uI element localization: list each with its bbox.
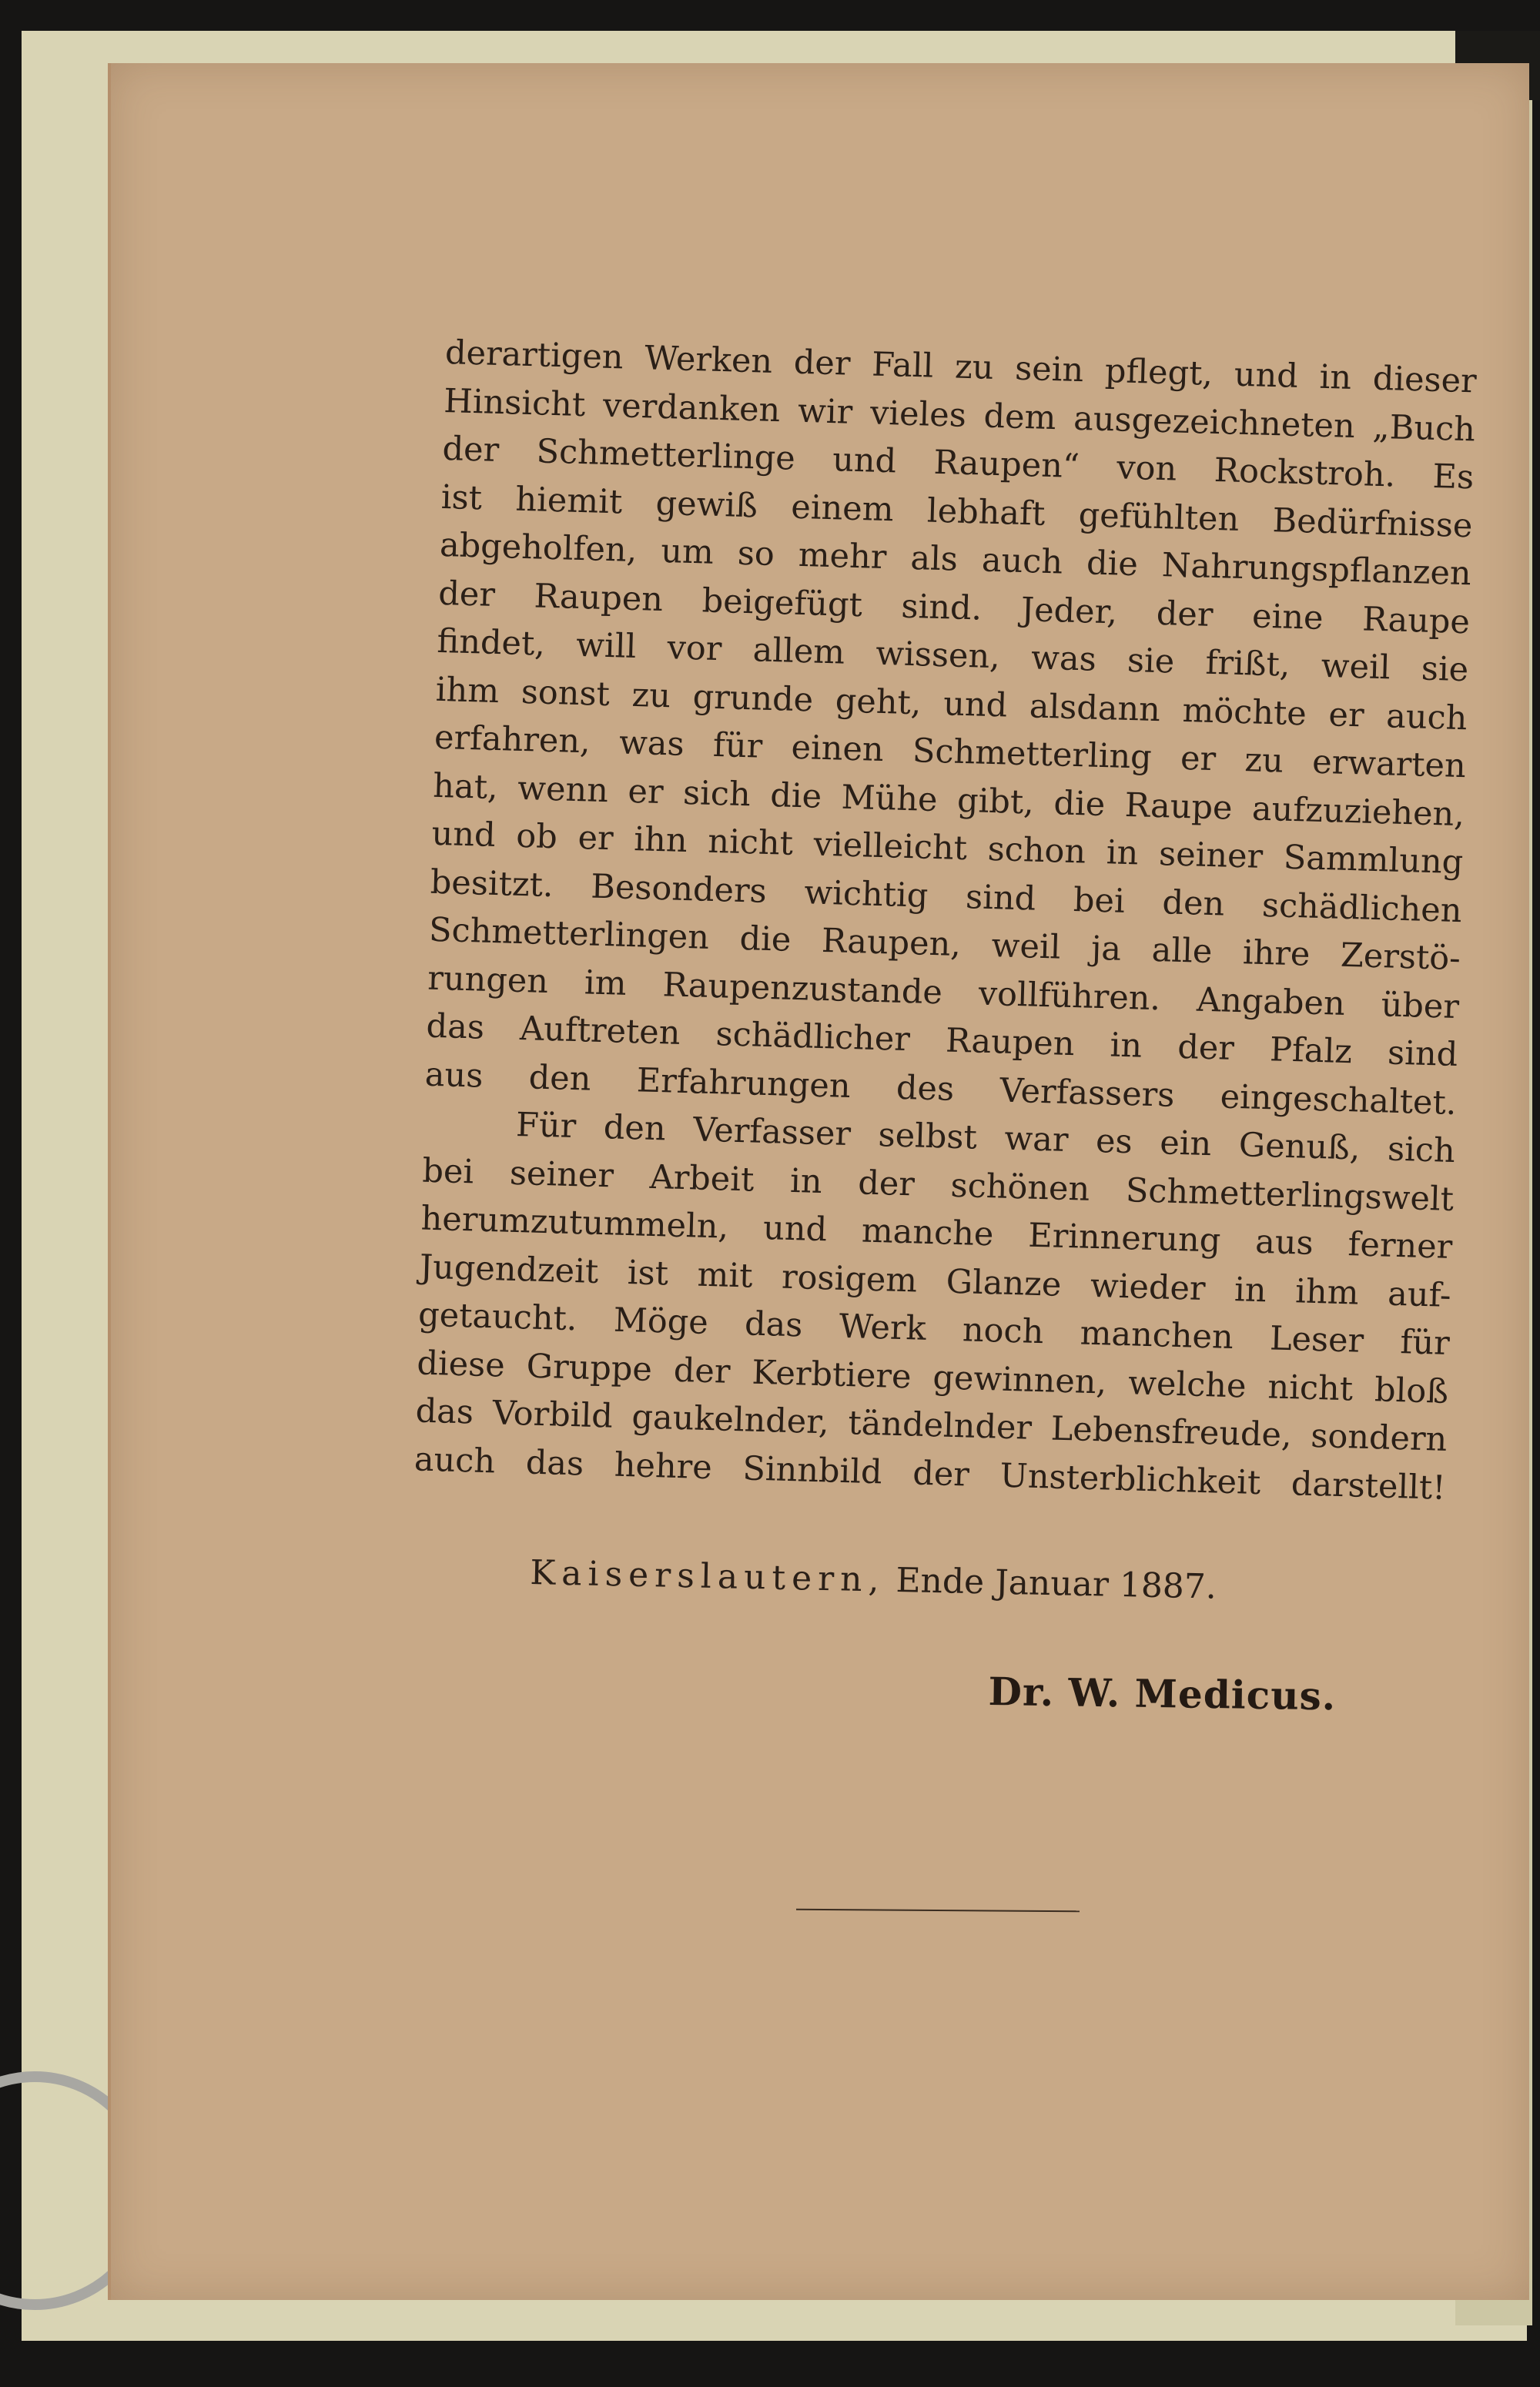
- text-line: Hinsicht verdanken wir vieles dem ausgezeichneten „Buch: [443, 381, 1476, 449]
- paragraph-2: [413, 1099, 1455, 1512]
- author-signature: Dr. W. Medicus.: [988, 1669, 1337, 1719]
- place-date-line: [530, 1553, 1217, 1607]
- text-line: ihm sonst zu grunde geht, und alsdann möchte er auch: [435, 670, 1468, 738]
- date: Ende Januar 1887.: [895, 1560, 1217, 1607]
- book-page: [108, 63, 1529, 2300]
- text-line: der Schmetterlinge und Raupen“ von Rockstroh. Es: [441, 429, 1475, 497]
- text-line: diese Gruppe der Kerbtiere gewinnen, welche nicht bloß: [416, 1343, 1449, 1411]
- text-line: abgeholfen, um so mehr als auch die Nahrungspflanzen: [439, 525, 1472, 594]
- text-line: das Vorbild gaukelnder, tändelnder Lebensfreude, sondern: [415, 1391, 1448, 1459]
- text-line: aus den Erfahrungen des Verfassers eingeschaltet.: [424, 1055, 1458, 1123]
- text-line: hat, wenn er sich die Mühe gibt, die Raupe aufzuziehen,: [432, 766, 1465, 834]
- text-line: rungen im Raupenzustande vollführen. Angaben über: [427, 959, 1460, 1026]
- text-line: Für den Verfasser selbst war es ein Genuß, sich: [515, 1105, 1456, 1171]
- text-line: besitzt. Besonders wichtig sind bei den schädlichen: [430, 862, 1463, 930]
- closing-rule: [796, 1909, 1080, 1913]
- text-line: Jugendzeit ist mit rosigem Glanze wieder in ihm auf-: [419, 1247, 1452, 1315]
- paragraph-1: [424, 329, 1477, 1127]
- place: Kaiserslautern,: [529, 1553, 886, 1600]
- text-line: getaucht. Möge das Werk noch manchen Leser für: [417, 1295, 1451, 1363]
- text-line: auch das hehre Sinnbild der Unsterblichkeit darstellt!: [413, 1439, 1447, 1508]
- text-line: derartigen Werken der Fall zu sein pflegt, und in dieser: [444, 333, 1478, 401]
- text-line: und ob er ihn nicht vielleicht schon in seiner Sammlung: [430, 814, 1464, 882]
- preface-text: [413, 329, 1477, 1512]
- text-line: das Auftreten schädlicher Raupen in der Pfalz sind: [426, 1006, 1458, 1075]
- text-line: Schmetterlingen die Raupen, weil ja alle ihre Zerstö-: [428, 910, 1461, 979]
- text-line: der Raupen beigefügt sind. Jeder, der eine Raupe: [437, 574, 1471, 641]
- text-line: bei seiner Arbeit in der schönen Schmetterlingswelt: [421, 1151, 1455, 1219]
- text-line: findet, will vor allem wissen, was sie frißt, weil sie: [436, 621, 1469, 690]
- text-line: ist hiemit gewiß einem lebhaft gefühlten Bedürfnisse: [440, 477, 1474, 545]
- text-line: herumzutummeln, und manche Erinnerung aus ferner: [420, 1199, 1453, 1267]
- text-line: erfahren, was für einen Schmetterling er zu erwarten: [434, 718, 1467, 786]
